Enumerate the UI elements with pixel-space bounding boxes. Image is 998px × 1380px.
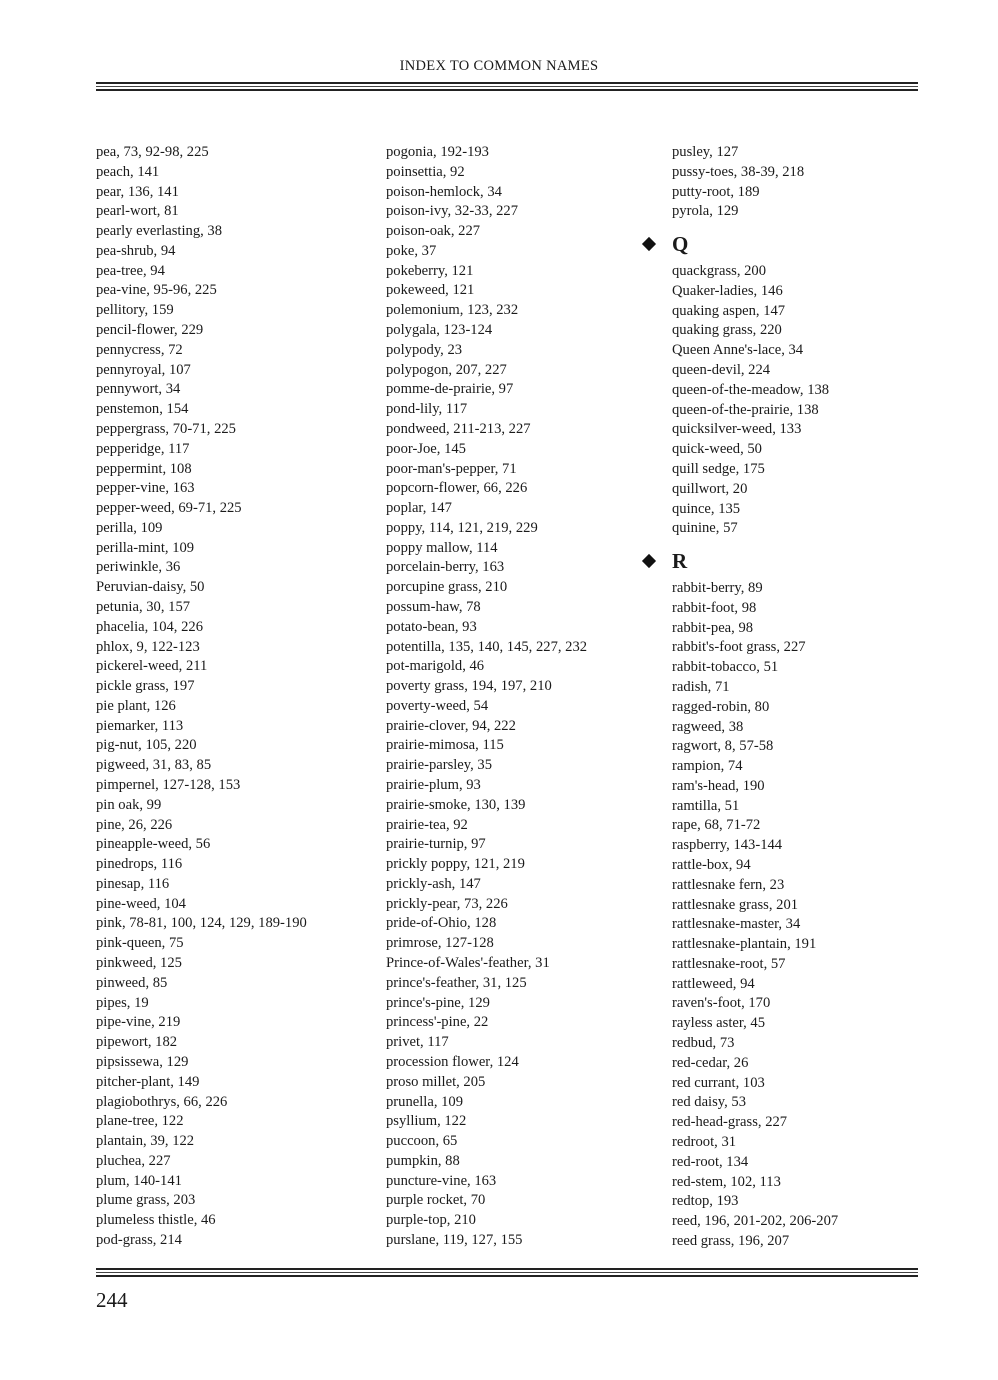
index-entry: penstemon, 154 — [96, 401, 189, 418]
index-entry: red-stem, 102, 113 — [672, 1173, 781, 1190]
index-entry: rattleweed, 94 — [672, 975, 755, 992]
index-entry: rattlesnake fern, 23 — [672, 876, 785, 893]
header-rule — [96, 82, 918, 84]
index-entry: pig-nut, 105, 220 — [96, 737, 197, 754]
index-entry: ram's-head, 190 — [672, 777, 765, 794]
index-entry: pearly everlasting, 38 — [96, 223, 223, 240]
header-rule — [96, 89, 918, 91]
index-entry: radish, 71 — [672, 678, 730, 695]
index-entry: pondweed, 211-213, 227 — [386, 420, 531, 437]
index-entry: plane-tree, 122 — [96, 1113, 184, 1130]
index-entry: red daisy, 53 — [672, 1094, 747, 1111]
index-entry: quicksilver-weed, 133 — [672, 421, 802, 438]
index-entry: prickly poppy, 121, 219 — [386, 856, 525, 873]
index-entry: pepper-weed, 69-71, 225 — [96, 500, 242, 517]
index-entry: plume grass, 203 — [96, 1192, 196, 1209]
index-entry: polypody, 23 — [386, 341, 463, 358]
index-entry: polygala, 123-124 — [386, 322, 493, 339]
index-entry: quillwort, 20 — [672, 480, 748, 497]
footer-rule — [96, 1268, 918, 1270]
index-entry: poor-Joe, 145 — [386, 440, 466, 457]
index-entry: pond-lily, 117 — [386, 401, 468, 418]
index-entry: puncture-vine, 163 — [386, 1172, 497, 1189]
index-entry: pinweed, 85 — [96, 974, 168, 991]
index-entry: potentilla, 135, 140, 145, 227, 232 — [386, 638, 588, 655]
page-number: 244 — [96, 1288, 128, 1312]
index-entry: pearl-wort, 81 — [96, 203, 179, 220]
index-entry: pin oak, 99 — [96, 796, 162, 813]
index-entry: pitcher-plant, 149 — [96, 1073, 200, 1090]
index-entry: poppy mallow, 114 — [386, 539, 498, 556]
index-entry: pear, 136, 141 — [96, 183, 179, 200]
index-entry: princess'-pine, 22 — [386, 1014, 489, 1031]
header-rule — [96, 86, 918, 87]
index-entry: procession flower, 124 — [386, 1053, 519, 1070]
index-entry: redroot, 31 — [672, 1133, 737, 1150]
index-entry: rabbit-foot, 98 — [672, 599, 757, 616]
section-letter: R — [672, 549, 688, 574]
index-entry: prairie-smoke, 130, 139 — [386, 796, 526, 813]
index-entry: poke, 37 — [386, 242, 437, 259]
index-entry: pencil-flower, 229 — [96, 322, 204, 339]
index-entry: pipsissewa, 129 — [96, 1053, 189, 1070]
index-entry: pennyroyal, 107 — [96, 361, 191, 378]
index-entry: polypogon, 207, 227 — [386, 361, 507, 378]
index-entry: poverty-weed, 54 — [386, 697, 489, 714]
index-entry: pinesap, 116 — [96, 875, 170, 892]
index-entry: queen-of-the-meadow, 138 — [672, 381, 830, 398]
index-entry: poinsettia, 92 — [386, 163, 465, 180]
index-entry: pickerel-weed, 211 — [96, 658, 208, 675]
index-entry: periwinkle, 36 — [96, 559, 181, 576]
index-entry: pumpkin, 88 — [386, 1152, 460, 1169]
index-entry: poison-ivy, 32-33, 227 — [386, 203, 519, 220]
index-entry: rape, 68, 71-72 — [672, 817, 761, 834]
running-header: INDEX TO COMMON NAMES — [399, 58, 599, 74]
index-entry: raspberry, 143-144 — [672, 837, 783, 854]
index-entry: quackgrass, 200 — [672, 263, 767, 280]
index-entry: pimpernel, 127-128, 153 — [96, 777, 241, 793]
index-entry: pipes, 19 — [96, 994, 149, 1011]
index-entry: pot-marigold, 46 — [386, 658, 485, 675]
index-entry: pogonia, 192-193 — [386, 144, 489, 160]
index-entry: pokeweed, 121 — [386, 282, 475, 299]
index-entry: purslane, 119, 127, 155 — [386, 1231, 523, 1248]
footer-rule — [96, 1272, 918, 1273]
index-entry: pea-tree, 94 — [96, 262, 165, 279]
index-entry: quince, 135 — [672, 500, 741, 517]
index-entry: pinkweed, 125 — [96, 955, 182, 972]
index-entry: poppy, 114, 121, 219, 229 — [386, 519, 538, 536]
index-entry: prairie-turnip, 97 — [386, 836, 486, 853]
index-entry: piemarker, 113 — [96, 717, 184, 734]
index-entry: rabbit-berry, 89 — [672, 580, 763, 597]
index-entry: putty-root, 189 — [672, 183, 760, 200]
index-entry: red-head-grass, 227 — [672, 1114, 788, 1131]
index-entry: pine-weed, 104 — [96, 895, 186, 912]
index-entry: Peruvian-daisy, 50 — [96, 579, 205, 596]
index-entry: porcupine grass, 210 — [386, 579, 508, 596]
index-entry: pokeberry, 121 — [386, 262, 474, 279]
index-column-2 — [386, 143, 656, 1251]
index-entry: rattlesnake-root, 57 — [672, 955, 786, 972]
index-entry: ragwort, 8, 57-58 — [672, 738, 774, 755]
index-entry: prairie-parsley, 35 — [386, 757, 493, 774]
index-entry: proso millet, 205 — [386, 1073, 486, 1090]
index-entry: plum, 140-141 — [96, 1172, 182, 1189]
index-entry: queen-devil, 224 — [672, 362, 771, 379]
index-entry: prairie-plum, 93 — [386, 777, 481, 793]
index-entry: pink, 78-81, 100, 124, 129, 189-190 — [96, 915, 307, 932]
index-entry: pluchea, 227 — [96, 1152, 171, 1169]
index-entry: pinedrops, 116 — [96, 856, 183, 873]
index-entry: prairie-clover, 94, 222 — [386, 717, 516, 734]
index-entry: polemonium, 123, 232 — [386, 302, 519, 319]
index-entry: purple-top, 210 — [386, 1212, 476, 1229]
index-entry: ragged-robin, 80 — [672, 698, 770, 715]
index-entry: poison-hemlock, 34 — [386, 183, 502, 200]
index-entry: pine, 26, 226 — [96, 816, 173, 833]
index-entry: rattlesnake grass, 201 — [672, 896, 799, 913]
index-entry: prairie-tea, 92 — [386, 816, 468, 833]
index-entry: peach, 141 — [96, 163, 160, 180]
index-entry: reed grass, 196, 207 — [672, 1232, 790, 1249]
index-entry: pea, 73, 92-98, 225 — [96, 144, 209, 160]
index-entry: quill sedge, 175 — [672, 460, 765, 477]
section-heading-q — [672, 222, 922, 262]
index-entry: pussy-toes, 38-39, 218 — [672, 163, 805, 180]
index-entry: rayless aster, 45 — [672, 1015, 766, 1032]
index-entry: perilla-mint, 109 — [96, 539, 195, 556]
index-entry: pennycress, 72 — [96, 341, 183, 358]
index-entry: reed, 196, 201-202, 206-207 — [672, 1213, 839, 1230]
index-entry: pride-of-Ohio, 128 — [386, 915, 497, 932]
index-entry: rabbit-pea, 98 — [672, 619, 754, 636]
index-entry: rabbit-tobacco, 51 — [672, 659, 779, 676]
index-entry: pigweed, 31, 83, 85 — [96, 757, 212, 774]
index-entry: primrose, 127-128 — [386, 935, 494, 952]
section-letter: Q — [672, 232, 689, 257]
index-entry: pepperidge, 117 — [96, 440, 190, 457]
index-entry: redtop, 193 — [672, 1193, 739, 1210]
index-entry: peppergrass, 70-71, 225 — [96, 420, 236, 437]
index-entry: poison-oak, 227 — [386, 223, 481, 240]
index-entry: peppermint, 108 — [96, 460, 192, 477]
index-entry: rampion, 74 — [672, 758, 743, 775]
index-entry: pickle grass, 197 — [96, 678, 195, 695]
index-entry: poplar, 147 — [386, 500, 452, 517]
index-column-3 — [672, 143, 922, 1252]
index-entry: quinine, 57 — [672, 520, 738, 537]
index-entry: poor-man's-pepper, 71 — [386, 460, 517, 477]
index-entry: Queen Anne's-lace, 34 — [672, 342, 804, 359]
index-entry: pineapple-weed, 56 — [96, 836, 211, 853]
index-entry: privet, 117 — [386, 1034, 449, 1051]
index-entry: Quaker-ladies, 146 — [672, 282, 783, 299]
index-entry: ramtilla, 51 — [672, 797, 740, 814]
index-entry: rattle-box, 94 — [672, 857, 751, 873]
index-entry: popcorn-flower, 66, 226 — [386, 480, 528, 497]
index-entry: petunia, 30, 157 — [96, 598, 191, 615]
index-entry: ragweed, 38 — [672, 718, 744, 735]
index-entry: quaking grass, 220 — [672, 322, 782, 339]
index-entry: prairie-mimosa, 115 — [386, 737, 504, 754]
index-entry: prickly-ash, 147 — [386, 875, 481, 892]
index-entry: pink-queen, 75 — [96, 935, 184, 952]
index-entry: prickly-pear, 73, 226 — [386, 895, 508, 912]
index-entry: quick-weed, 50 — [672, 441, 762, 458]
index-entry: pea-vine, 95-96, 225 — [96, 282, 217, 299]
index-entry: psyllium, 122 — [386, 1113, 467, 1130]
index-entry: pipe-vine, 219 — [96, 1014, 181, 1031]
index-entry: quaking aspen, 147 — [672, 302, 786, 319]
index-entry: pod-grass, 214 — [96, 1231, 182, 1248]
index-entry: phacelia, 104, 226 — [96, 618, 203, 635]
index-entry: puccoon, 65 — [386, 1133, 458, 1150]
index-entry: plagiobothrys, 66, 226 — [96, 1093, 228, 1110]
index-entry: rabbit's-foot grass, 227 — [672, 639, 806, 656]
index-entry: potato-bean, 93 — [386, 618, 477, 635]
index-entry: pennywort, 34 — [96, 381, 181, 398]
index-column-1 — [96, 143, 376, 1251]
index-entry: pyrola, 129 — [672, 203, 739, 220]
index-entry: red currant, 103 — [672, 1074, 765, 1091]
index-entry: plantain, 39, 122 — [96, 1133, 195, 1150]
index-entry: possum-haw, 78 — [386, 598, 481, 615]
index-entry: Prince-of-Wales'-feather, 31 — [386, 955, 550, 972]
index-entry: pepper-vine, 163 — [96, 480, 195, 497]
index-entry: prince's-pine, 129 — [386, 994, 490, 1011]
index-entry: purple rocket, 70 — [386, 1192, 486, 1209]
index-entry: rattlesnake-plantain, 191 — [672, 936, 817, 953]
index-entry: plumeless thistle, 46 — [96, 1212, 216, 1229]
index-entry: pellitory, 159 — [96, 302, 174, 319]
index-entry: red-cedar, 26 — [672, 1054, 749, 1071]
index-entry: rattlesnake-master, 34 — [672, 916, 801, 933]
section-heading-r — [672, 539, 922, 579]
index-entry: red-root, 134 — [672, 1153, 749, 1170]
index-entry: prince's-feather, 31, 125 — [386, 974, 527, 991]
index-entry: pipewort, 182 — [96, 1034, 178, 1051]
index-entry: queen-of-the-prairie, 138 — [672, 401, 819, 418]
index-entry: raven's-foot, 170 — [672, 995, 771, 1012]
index-entry: perilla, 109 — [96, 519, 163, 536]
index-entry: pea-shrub, 94 — [96, 242, 176, 259]
index-entry: pusley, 127 — [672, 144, 739, 160]
index-entry: poverty grass, 194, 197, 210 — [386, 678, 552, 695]
index-entry: porcelain-berry, 163 — [386, 559, 505, 576]
footer-rule — [96, 1275, 918, 1277]
index-entry: pie plant, 126 — [96, 697, 176, 714]
index-entry: prunella, 109 — [386, 1093, 464, 1110]
index-entry: redbud, 73 — [672, 1035, 735, 1052]
index-entry: pomme-de-prairie, 97 — [386, 381, 514, 398]
index-entry: phlox, 9, 122-123 — [96, 638, 200, 655]
